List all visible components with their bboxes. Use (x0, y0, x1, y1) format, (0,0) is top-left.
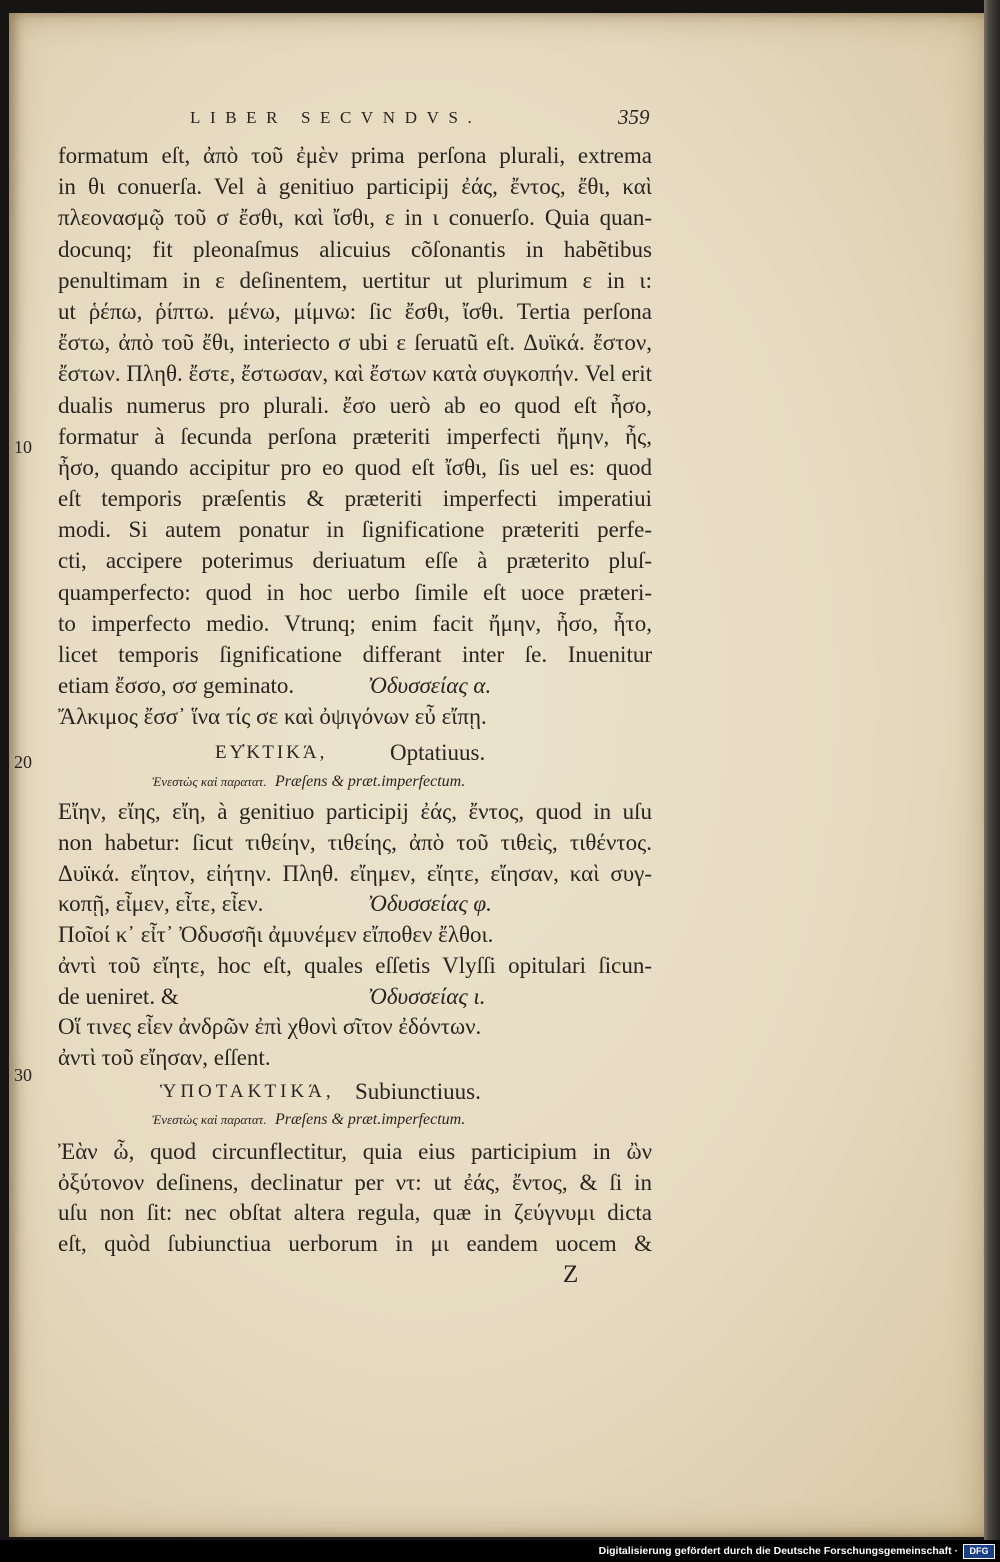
catchword: Z (563, 1261, 579, 1288)
heading-greek: ΕΥ̓ΚΤΙΚΆ, (215, 742, 328, 763)
text-line (58, 452, 652, 483)
text-line-content: formatum eſt, ἀπὸ τοῦ ἐμὲν prima perſona plurali, extrema (58, 143, 652, 168)
text-line-content: penultimam in ε deſinentem, uertitur ut plurimum ε in ι: (58, 267, 652, 293)
homer-citation: Ὀδυσσείας ι. (368, 983, 486, 1009)
text-line-content: Εἴην, εἴης, εἴη, à genitiuo participij ἐάς, ἔντος, quod in uſu (58, 799, 652, 824)
tense-subheading (58, 1107, 652, 1133)
text-line-content: cti, accipere poterimus deriuatum eſſe à præterito pluſ- (58, 548, 652, 574)
text-line (58, 545, 652, 576)
text-line (58, 1043, 652, 1074)
text-line-content: to imperfecto medio. Vtrunq; enim facit ἤμην, ἦσο, ἦτο, (58, 610, 652, 636)
text-line (58, 140, 652, 171)
page-number: 359 (618, 105, 650, 129)
digitization-footer (0, 1540, 1000, 1562)
text-line (58, 514, 652, 545)
text-line-content: ut ῥέπω, ῥίπτω. μένω, μίμνω: ſic ἔσθι, ἴσθι. Tertia perſona (58, 298, 652, 324)
text-line-with-citation (58, 670, 652, 701)
text-line (58, 859, 652, 890)
verse-text: Ἄλκιμος ἔσσ᾽ ἵνα τίς σε καὶ ὀψιγόνων εὖ εἴπῃ. (58, 704, 487, 730)
tense-greek: Ἐνεστὼς καὶ παρατατ. (152, 1112, 267, 1127)
text-line (58, 234, 652, 265)
tense-greek: Ἐνεστὼς καὶ παρατατ. (152, 774, 267, 789)
text-line-content: ὀξύτονον deſinens, declinatur per ντ: ut ἐάς, ἔντος, & ſi in (58, 1169, 652, 1195)
line-number-marker: 10 (14, 437, 32, 457)
text-line-with-citation (58, 889, 652, 920)
homer-citation: Ὀδυσσείας α. (368, 673, 492, 699)
text-line-content: non habetur: ſicut τιθείην, τιθείης, ἀπὸ τοῦ τιθεὶς, τιθέντος. (58, 829, 652, 855)
text-line (58, 828, 652, 859)
tense-subheading (58, 769, 652, 795)
text-line-content: ἔστω, ἀπὸ τοῦ ἔθι, interiecto σ ubi ε ſeruatũ eſt. Δυϊκά. ἔστον, (58, 330, 652, 356)
text-line (58, 171, 652, 202)
text-line-content: modi. Si autem ponatur in ſignificatione præteriti perfe- (58, 517, 652, 543)
text-line (58, 421, 652, 452)
text-line (58, 358, 652, 389)
text-line-content: Δυϊκά. εἴητον, εἰήτην. Πληθ. εἴημεν, εἴητε, εἴησαν, καὶ συγ- (58, 860, 652, 886)
text-line (58, 1168, 652, 1199)
text-line (58, 390, 652, 421)
text-line (58, 202, 652, 233)
text-line-content: πλεονασμῷ τοῦ σ ἔσθι, καὶ ἴσθι, ε in ι conuerſo. Quia quan- (58, 205, 652, 231)
text-line-content: κοπῇ, εἶμεν, εἶτε, εἶεν. (58, 891, 264, 917)
text-line (58, 296, 652, 327)
text-line-content: eſt temporis præſentis & præteriti imperfecti imperatiui (58, 486, 652, 512)
text-line (58, 327, 652, 358)
text-line-content: ἀντὶ τοῦ εἴησαν, eſſent. (58, 1045, 271, 1070)
verse-text: Ποῖοί κ᾽ εἶτ᾽ Ὀδυσσῆι ἀμυνέμεν εἴποθεν ἔλθοι. (58, 922, 494, 947)
text-line-content: uſu non ſit: nec obſtat altera regula, quæ in ζεύγνυμι dicta (58, 1200, 652, 1226)
text-line-content: ἀντὶ τοῦ εἴητε, hoc eſt, quales eſſetis Vlyſſi opitulari ſicun- (58, 952, 652, 978)
optative-text (58, 797, 652, 1074)
text-line-content: eſt, quòd ſubiunctiua uerborum in μι eandem uocem & (58, 1231, 652, 1257)
verse-quotation (58, 701, 652, 732)
text-line-content: Ἐὰν ὦ, quod circunflectitur, quia eius participium in ὢν (58, 1139, 652, 1164)
verse-quotation (58, 920, 652, 951)
tense-latin: Præſens & præt.imperfectum. (275, 773, 466, 790)
subjunctive-text (58, 1137, 652, 1260)
text-line (58, 1229, 652, 1260)
running-title: LIBER SECVNDVS. (190, 108, 482, 127)
text-line-content: de ueniret. & (58, 983, 179, 1009)
text-line (58, 265, 652, 296)
text-line (58, 577, 652, 608)
text-line (58, 797, 652, 828)
text-line-content: ἔστων. Πληθ. ἔστε, ἔστωσαν, καὶ ἔστων κατὰ συγκοπήν. Vel erit (58, 361, 652, 387)
heading-greek: ὙΠΟΤΑΚΤΙΚΆ, (160, 1081, 335, 1102)
text-line (58, 639, 652, 670)
text-line-content: in θι conuerſa. Vel à genitiuo participij ἐάς, ἔντος, ἔθι, καὶ (58, 174, 652, 200)
text-line-content: dualis numerus pro plurali. ἔσο uerò ab eo quod eſt ἦσο, (58, 392, 652, 418)
homer-citation: Ὀδυσσείας φ. (368, 891, 492, 917)
body-text (58, 140, 652, 733)
section-heading-optative (58, 738, 652, 768)
tense-latin: Præſens & præt.imperfectum. (275, 1111, 466, 1128)
text-line-content: etiam ἔσσο, σσ geminato. (58, 673, 295, 699)
text-line-with-citation (58, 982, 652, 1013)
line-number-marker: 20 (14, 752, 32, 772)
text-line (58, 608, 652, 639)
text-line-content: docunq; fit pleonaſmus alicuius cõſonantis in habẽtibus (58, 236, 652, 262)
verse-quotation (58, 1012, 652, 1043)
text-line-content: licet temporis ſignificatione differant inter ſe. Inuenitur (58, 642, 652, 667)
text-line-content: quamperfecto: quod in hoc uerbo ſimile eſt uoce præteri- (58, 579, 652, 605)
text-line-content: formatur à ſecunda perſona præteriti imperfecti ἤμην, ἦς, (58, 423, 652, 449)
heading-latin: Subiunctiuus. (355, 1079, 481, 1104)
text-line (58, 951, 652, 982)
verse-text: Οἵ τινες εἶεν ἀνδρῶν ἐπὶ χθονὶ σῖτον ἐδόντων. (58, 1014, 482, 1040)
heading-latin: Optatiuus. (390, 740, 486, 765)
funding-notice: Digitalisierung gefördert durch die Deutsche Forschungsgemeinschaft · (598, 1545, 958, 1557)
dfg-logo: DFG (963, 1544, 995, 1559)
line-number-marker: 30 (14, 1065, 32, 1085)
section-heading-subjunctive (58, 1077, 652, 1107)
text-line (58, 1137, 652, 1168)
text-line (58, 483, 652, 514)
text-line (58, 1198, 652, 1229)
text-line-content: ἦσο, quando accipitur pro eo quod eſt ἴσθι, ſis uel es: quod (58, 454, 652, 480)
